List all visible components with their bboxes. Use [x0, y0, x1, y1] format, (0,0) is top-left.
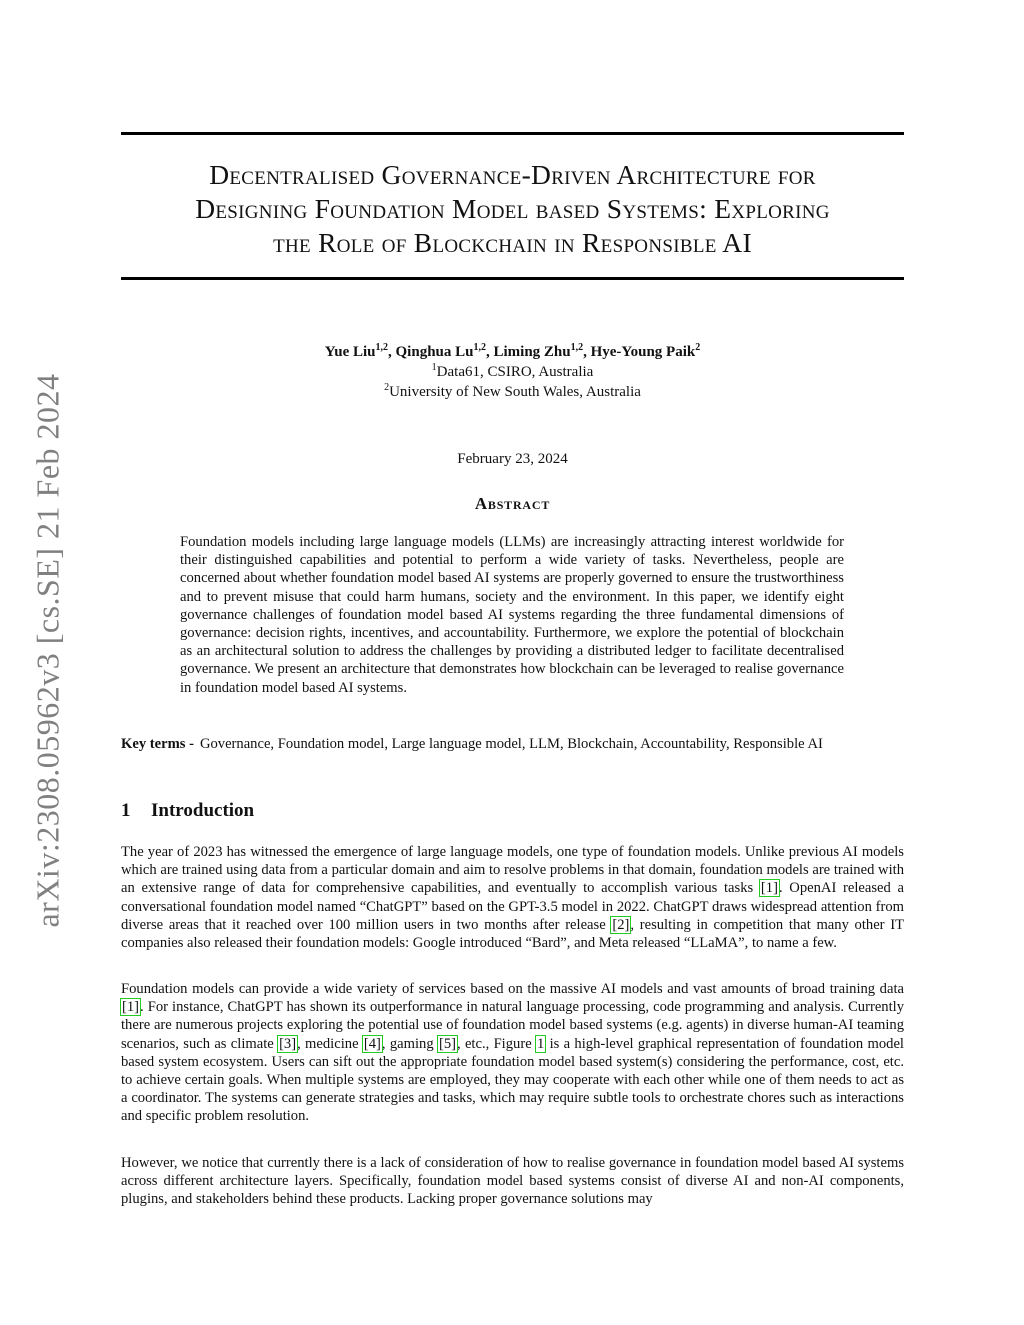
title-line: the Role of Blockchain in Responsible AI: [273, 227, 752, 258]
key-terms: [121, 735, 904, 753]
figure-link[interactable]: 1: [536, 1035, 545, 1052]
paper-date: February 23, 2024: [457, 451, 568, 467]
section-number: 1: [121, 800, 131, 821]
paragraph-text: is a high-level graphical representation of foundation model based system ecosystem. Users can sift out the appropriate foundation model based system(s) considering the performance, cost, etc. to achieve certain goals. When multiple systems are employed, they may cooperate with each other while one of them needs to act as a coordinator. The systems can generate strategies and tasks, which may require subtle tools to orchestrate chores such as interactions and specific problem resolution.: [121, 1035, 904, 1125]
author-block: [121, 342, 904, 402]
paragraph-text: The year of 2023 has witnessed the emergence of large language models, one type of foundation models. Unlike previous AI models which are trained using data from a particular domain and aim to resolve problems in that domain, foundation models are trained with an extensive range of data for comprehensive capabilities, and eventually to accomplish various tasks: [121, 844, 904, 897]
section-title: Introduction: [151, 800, 255, 821]
title-line: Designing Foundation Model based Systems: Exploring: [195, 193, 830, 224]
paragraph-text: , gaming: [381, 1035, 438, 1052]
paragraph: However, we notice that currently there is a lack of consideration of how to realise governance in foundation model based AI systems across different architecture layers. Specifically, foundation model based systems consist of diverse AI and non-AI components, plugins, and stakeholders behind these products. Lacking proper governance solutions may: [121, 1155, 904, 1208]
author-separator: ,: [583, 344, 591, 360]
author-affiliation-mark: 1,2: [375, 342, 389, 353]
paragraph: [121, 843, 904, 952]
citation-link[interactable]: [4]: [363, 1035, 381, 1052]
key-terms-text: Governance, Foundation model, Large language model, LLM, Blockchain, Accountability, Responsible AI: [199, 736, 823, 752]
citation-link[interactable]: [1]: [760, 880, 778, 897]
affiliation: [121, 362, 904, 382]
affiliation-mark: 2: [384, 382, 390, 393]
author-names: [121, 342, 904, 362]
section-heading: [121, 800, 904, 822]
citation-link[interactable]: [1]: [122, 999, 140, 1016]
paragraph-text: , medicine: [297, 1035, 363, 1052]
citation-link[interactable]: [3]: [279, 1035, 297, 1052]
paper-title: [121, 158, 904, 260]
abstract-text: Foundation models including large language models (LLMs) are increasingly attracting interest worldwide for their distinguished capabilities and potential to perform a wide variety of tasks. Nevertheless, people are concerned about whether foundation model based AI systems are properly governed to ensure the trustworthiness and to prevent misuse that could harm humans, society and the environment. In this paper, we identify eight governance challenges of foundation model based AI systems regarding the three fundamental dimensions of governance: decision rights, incentives, and accountability. Furthermore, we explore the potential of blockchain as an architectural solution to address the challenges by providing a distributed ledger to facilitate decentralised governance. We present an architecture that demonstrates how blockchain can be leveraged to realise governance in foundation model based AI systems.: [180, 534, 844, 696]
citation-link[interactable]: [5]: [438, 1035, 456, 1052]
affiliation-text: Data61, CSIRO, Australia: [436, 364, 594, 380]
paragraph-text: , etc., Figure: [456, 1035, 536, 1052]
citation-link[interactable]: [2]: [612, 916, 630, 933]
abstract-heading: Abstract: [474, 494, 551, 513]
affiliation: [121, 382, 904, 402]
author-separator: ,: [388, 344, 396, 360]
title-bottom-rule: [121, 277, 904, 280]
paragraph-text: . For instance, ChatGPT has shown its outperformance in natural language processing, code programming and analysis. Currently there are numerous projects exploring the potential use of foundation model based systems (e.g. agents) in diverse human-AI teaming scenarios, such as climate: [121, 999, 904, 1052]
affiliation-mark: 1: [431, 362, 437, 373]
author-affiliation-mark: 2: [695, 342, 701, 353]
key-terms-label: Key terms -: [121, 736, 194, 752]
author-affiliation-mark: 1,2: [473, 342, 486, 353]
paragraph-text: , resulting in competition that many other IT companies also released their foundation models: Google introduced “Bard”, and Meta released “LLaMA”, to name a few.: [121, 916, 904, 952]
author: Hye-Young Paik: [590, 344, 696, 360]
author: Yue Liu: [324, 344, 376, 360]
paragraph-text: . OpenAI released a conversational foundation model named “ChatGPT” based on the GPT-3.5 model in 2022. ChatGPT draws widespread attention from diverse areas that it reached over 100 million users in two months after release: [121, 880, 904, 933]
author: Qinghua Lu: [395, 344, 474, 360]
author-affiliation-mark: 1,2: [570, 342, 584, 353]
arxiv-id: arXiv:2308.05962v3 [cs.SE] 21 Feb 2024: [29, 372, 66, 928]
paragraph-text: Foundation models can provide a wide variety of services based on the massive AI models and vast amounts of broad training data: [121, 981, 904, 997]
author-separator: ,: [485, 344, 494, 360]
arxiv-watermark: [18, 360, 78, 940]
title-line: Decentralised Governance-Driven Architecture for: [209, 159, 816, 190]
paragraph: [121, 980, 904, 1126]
title-top-rule: [121, 132, 904, 135]
author: Liming Zhu: [493, 344, 571, 360]
affiliation-text: University of New South Wales, Australia: [389, 384, 641, 400]
